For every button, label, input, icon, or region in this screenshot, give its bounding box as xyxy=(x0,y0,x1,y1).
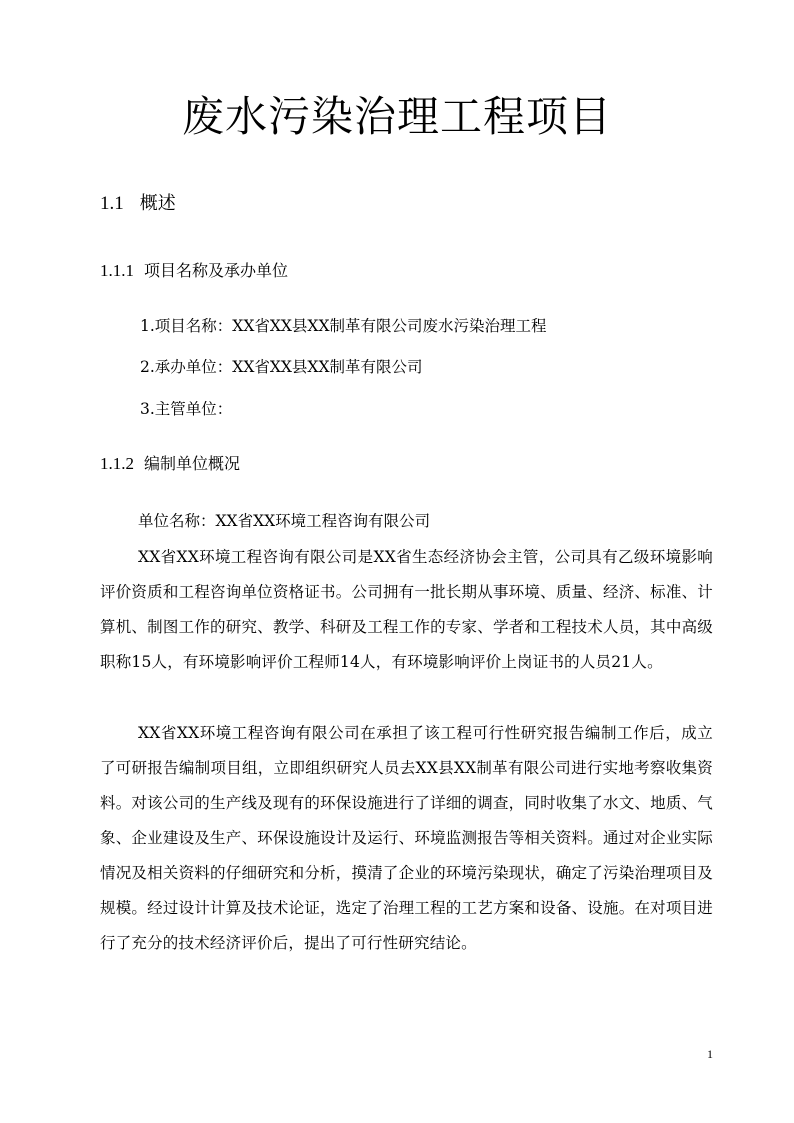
page-number: 1 xyxy=(707,1047,713,1061)
paragraph-company-profile: XX省XX环境工程咨询有限公司是XX省生态经济协会主管，公司具有乙级环境影响评价资质和工程咨询单位资格证书。公司拥有一批长期从事环境、质量、经济、标准、计算机、制图工作的研究、教学、科研及工程工作的专家、学者和工程技术人员，其中高级职称15人，有环境影响评价工程师14人，有环境影响评价上岗证书的人员21人。 xyxy=(100,548,713,671)
unit-name-line: 单位名称：XX省XX环境工程咨询有限公司 xyxy=(138,512,431,530)
paragraph-project-work: XX省XX环境工程咨询有限公司在承担了该工程可行性研究报告编制工作后，成立了可研报告编制项目组，立即组织研究人员去XX县XX制革有限公司进行实地考察收集资料。对该公司的生产线及现有的环保设施进行了详细的调查，同时收集了水文、地质、气象、企业建设及生产、环保设施设计及运行、环境监测报告等相关资料。通过对企业实际情况及相关资料的仔细研究和分析，摸清了企业的环境污染现状，确定了污染治理项目及规模。经过设计计算及技术论证，选定了治理工程的工艺方案和设备、设施。在对项目进行了充分的技术经济评价后，提出了可行性研究结论。 xyxy=(100,724,713,952)
subsection-1-title: 项目名称及承办单位 xyxy=(144,261,289,280)
subsection-heading-1 xyxy=(100,258,288,284)
section-title: 概述 xyxy=(139,193,176,214)
section-heading xyxy=(100,190,176,217)
section-number: 1.1 xyxy=(100,193,124,214)
subsection-heading-2 xyxy=(100,451,240,477)
subsection-2-number: 1.1.2 xyxy=(100,454,134,473)
list-item-supervising-unit: 3.主管单位： xyxy=(140,400,233,418)
subsection-1-number: 1.1.1 xyxy=(100,261,134,280)
list-item-project-name: 1.项目名称：XX省XX县XX制革有限公司废水污染治理工程 xyxy=(140,317,547,335)
subsection-2-title: 编制单位概况 xyxy=(144,454,241,473)
document-title: 废水污染治理工程项目 xyxy=(181,92,612,141)
list-item-undertaking-unit: 2.承办单位：XX省XX县XX制革有限公司 xyxy=(140,358,423,376)
